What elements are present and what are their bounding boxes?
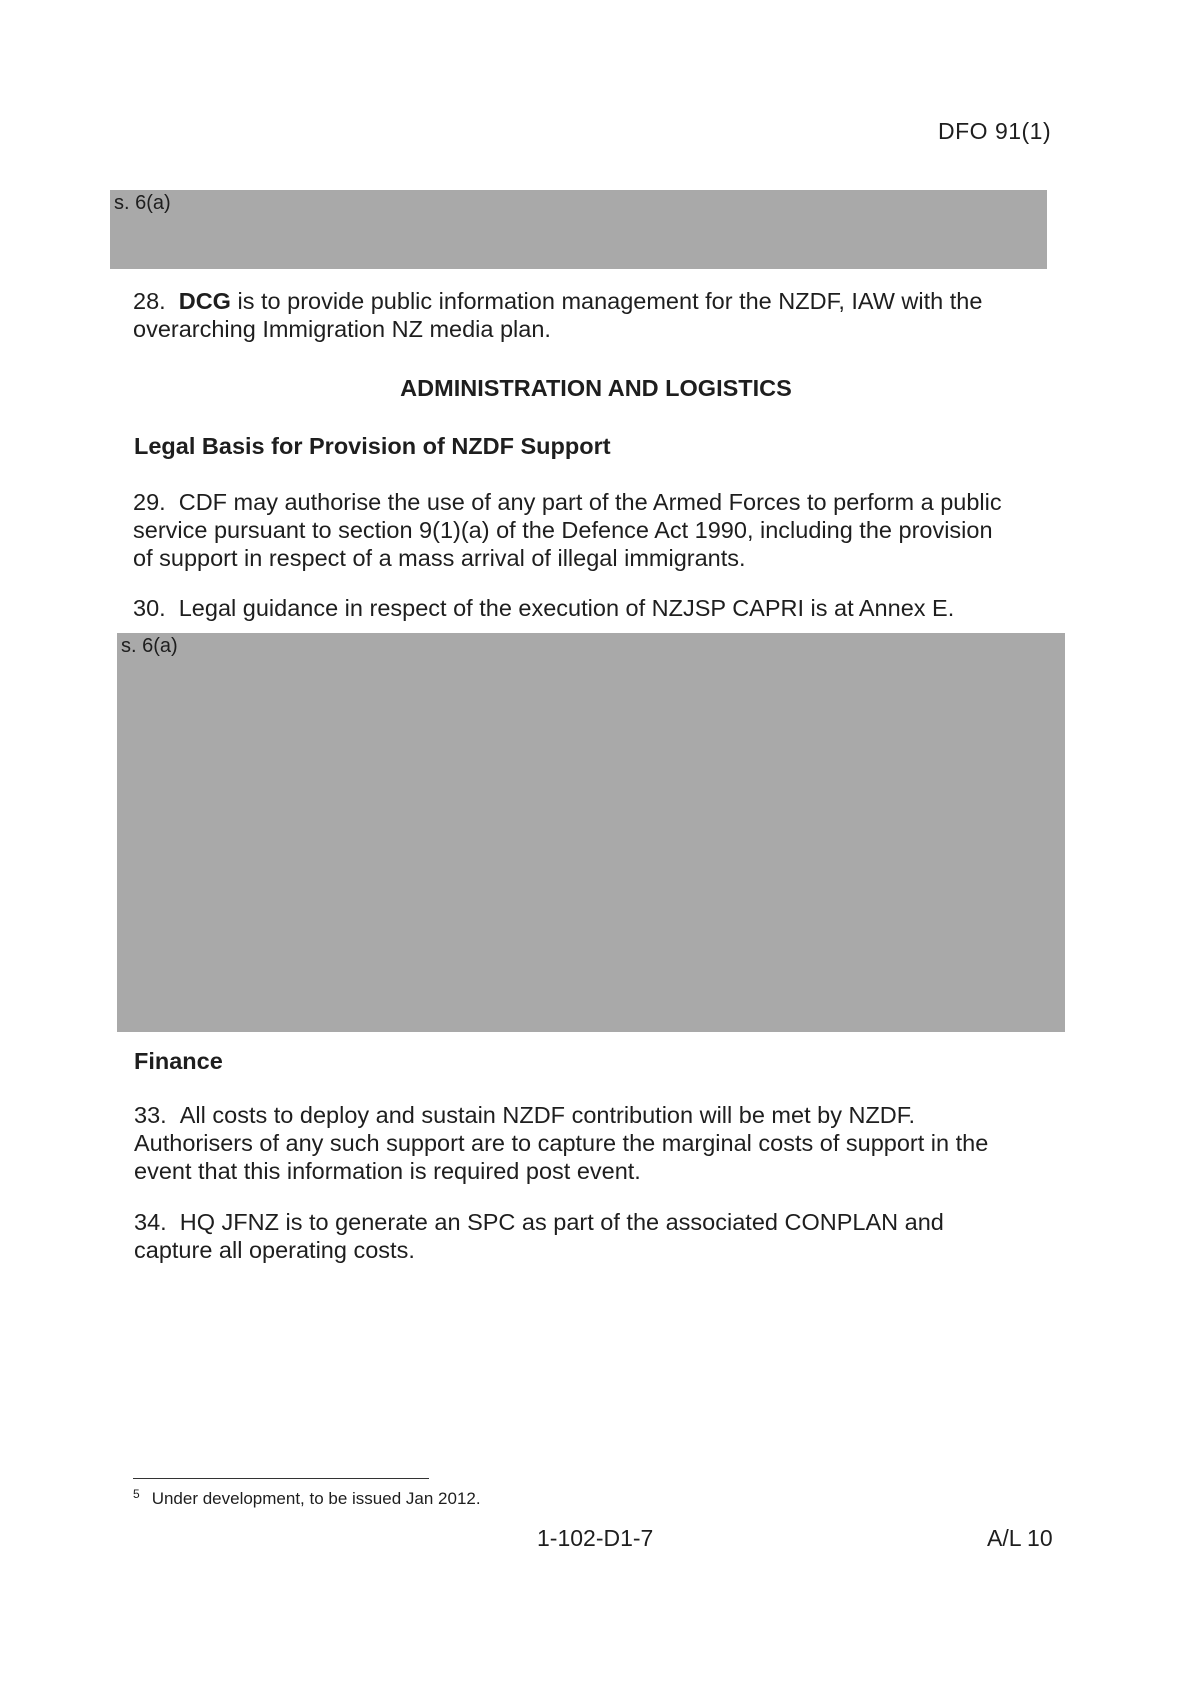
section-heading: ADMINISTRATION AND LOGISTICS	[400, 375, 792, 401]
paragraph-number: 33.	[134, 1102, 167, 1128]
paragraph-34	[134, 1208, 1074, 1264]
paragraph-number: 34.	[134, 1209, 167, 1235]
footnote-marker: 5	[133, 1487, 140, 1501]
paragraph-line	[134, 1208, 1074, 1236]
paragraph-number: 29.	[133, 489, 166, 515]
subheading-legal-basis: Legal Basis for Provision of NZDF Support	[134, 433, 611, 459]
document-code: DFO 91(1)	[938, 118, 1052, 144]
redaction-block-1	[110, 190, 1047, 269]
paragraph-line: overarching Immigration NZ media plan.	[133, 316, 551, 342]
paragraph-30	[133, 594, 1073, 622]
paragraph-text: is to provide public information management for the NZDF, IAW with the	[230, 288, 983, 314]
paragraph-line	[133, 594, 1073, 622]
page-number: 1-102-D1-7	[537, 1525, 654, 1551]
paragraph-line: of support in respect of a mass arrival of illegal immigrants.	[133, 545, 746, 571]
paragraph-line: service pursuant to section 9(1)(a) of the Defence Act 1990, including the provision	[133, 517, 993, 543]
paragraph-line	[133, 287, 1053, 315]
paragraph-text: HQ JFNZ is to generate an SPC as part of the associated CONPLAN and	[179, 1209, 944, 1235]
redaction-label: s. 6(a)	[121, 635, 178, 657]
paragraph-28	[133, 287, 1053, 343]
paragraph-number: 30.	[133, 595, 166, 621]
paragraph-line	[133, 488, 1073, 516]
paragraph-33	[134, 1101, 1074, 1185]
bold-term: DCG	[178, 288, 231, 314]
paragraph-number: 28.	[133, 288, 166, 314]
paragraph-29	[133, 488, 1073, 572]
redaction-block-2	[117, 633, 1065, 1032]
footnote-text: Under development, to be issued Jan 2012.	[151, 1489, 481, 1508]
paragraph-text: Legal guidance in respect of the execution of NZJSP CAPRI is at Annex E.	[178, 595, 955, 621]
paragraph-line	[134, 1101, 1074, 1129]
subheading-finance: Finance	[134, 1048, 223, 1074]
redaction-label: s. 6(a)	[114, 192, 171, 214]
paragraph-line: Authorisers of any such support are to capture the marginal costs of support in the	[134, 1130, 989, 1156]
amendment-list: A/L 10	[987, 1525, 1053, 1551]
footnote	[133, 1489, 481, 1509]
footnote-divider	[133, 1478, 429, 1479]
paragraph-text: All costs to deploy and sustain NZDF contribution will be met by NZDF.	[179, 1102, 916, 1128]
paragraph-line: event that this information is required post event.	[134, 1158, 641, 1184]
paragraph-line: capture all operating costs.	[134, 1237, 415, 1263]
paragraph-text: CDF may authorise the use of any part of the Armed Forces to perform a public	[178, 489, 1002, 515]
